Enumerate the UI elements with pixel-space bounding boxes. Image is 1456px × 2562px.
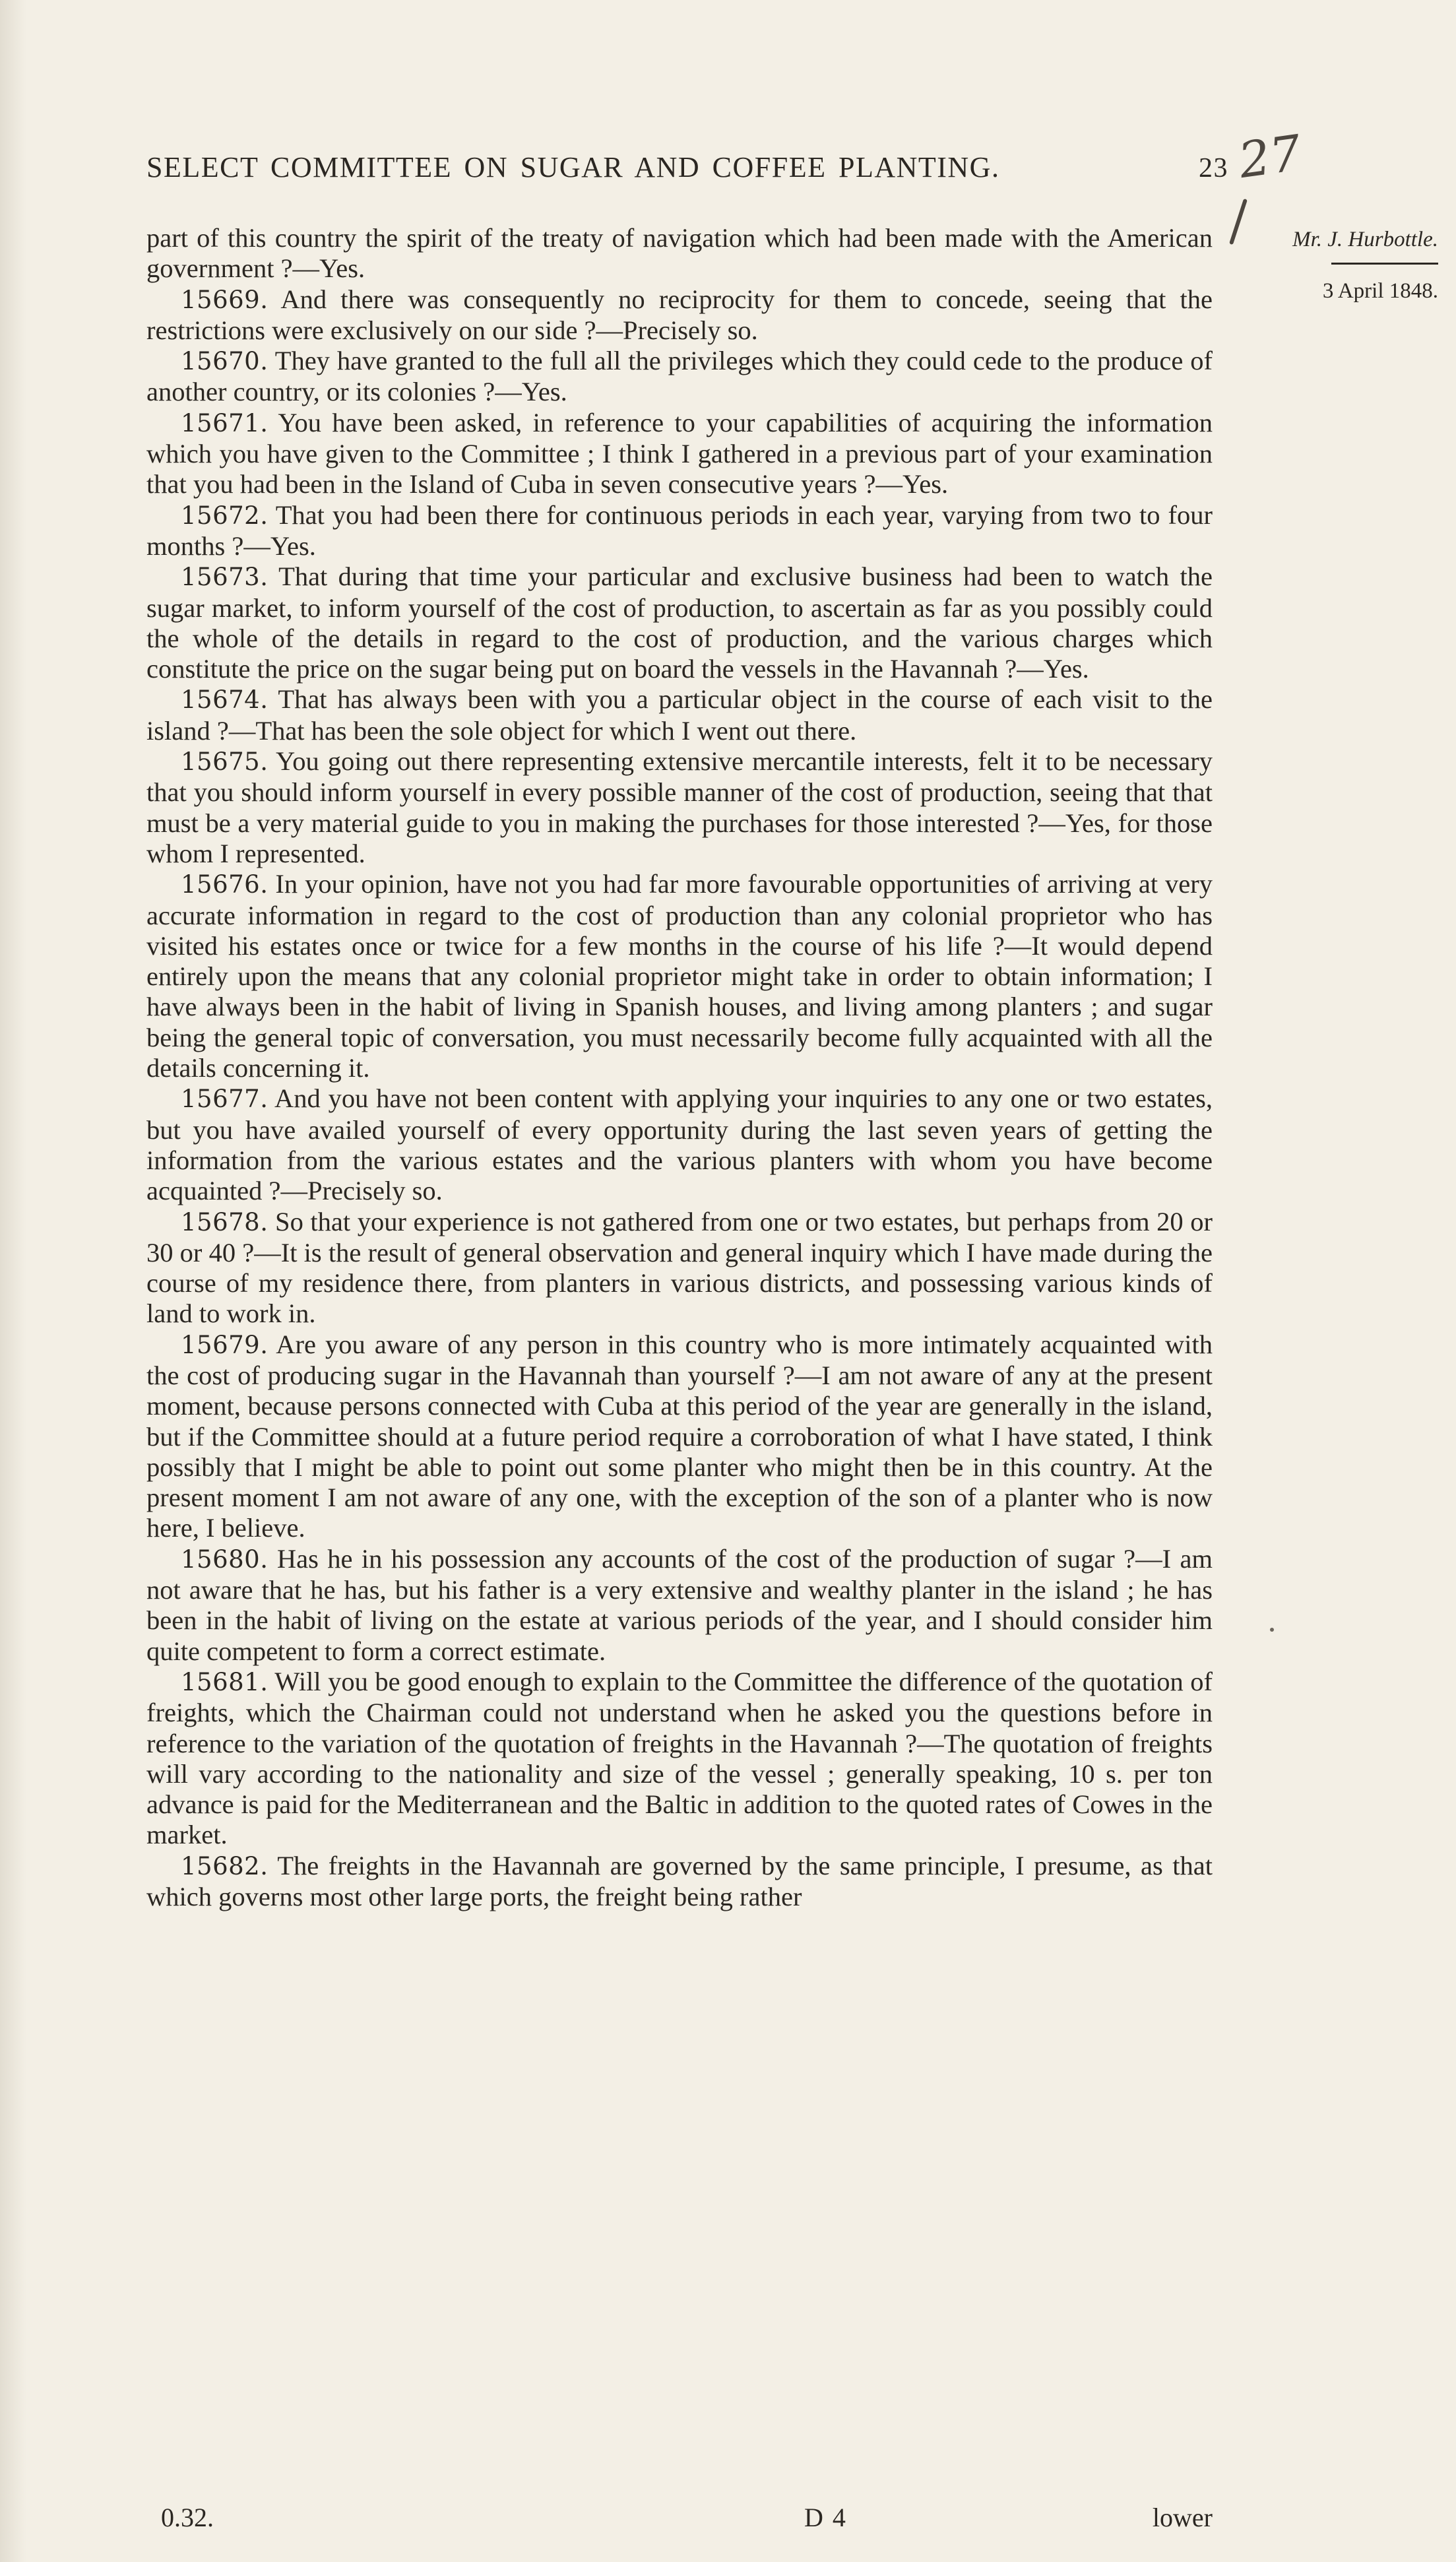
catchword: lower <box>1152 2503 1213 2532</box>
paragraph <box>146 684 1213 746</box>
sessional-number: 0.32. <box>161 2503 214 2532</box>
paragraph-text: Will you be good enough to explain to the Committee the difference of the quotation of freights, which the Chairman could not understand when he asked you the questions before in reference to the variation of the quotation of freights in the Havannah ?—The quotation of freights will vary according to the nationality and size of the vessel ; generally speaking, 10 s. per ton advance is paid for the Mediterranean and the Baltic in addition to the quoted rates of Cowes in the market. <box>146 1666 1213 1850</box>
handwritten-folio-number: 27 <box>1235 124 1305 190</box>
paragraph <box>146 223 1213 284</box>
paragraph-text: Has he in his possession any accounts of the cost of the production of sugar ?—I am not aware that he has, but his father is a very extensive and wealthy planter in the island ; he has been in the habit of living on the estate at various periods of the year, and I should consider him quite competent to form a correct estimate. <box>146 1543 1213 1666</box>
page-title: SELECT COMMITTEE ON SUGAR AND COFFEE PLANTING. <box>146 151 1000 183</box>
page-number: 23 <box>1199 153 1228 183</box>
paragraph <box>146 500 1213 562</box>
paragraph-text: That you had been there for continuous periods in each year, varying from two to four months ?—Yes. <box>146 499 1213 561</box>
question-number: 15673. <box>181 563 269 592</box>
page-edge-shadow <box>0 0 26 2562</box>
running-header <box>146 150 1228 184</box>
paragraph-text: The freights in the Havannah are governed by the same principle, I presume, as that which governs most other large ports, the freight being rather <box>146 1850 1213 1912</box>
paragraph-text: And you have not been content with applying your inquiries to any one or two estates, but you have availed yourself of every opportunity during the last seven years of getting the information from the various estates and the various planters with whom you have become acquainted ?—Precisely so. <box>146 1083 1213 1206</box>
page-footer <box>161 2502 1213 2533</box>
paragraph <box>146 746 1213 869</box>
question-number: 15677. <box>181 1085 269 1114</box>
question-number: 15681. <box>181 1667 269 1696</box>
question-number: 15671. <box>181 408 269 437</box>
question-number: 15680. <box>181 1545 269 1574</box>
question-number: 15670. <box>181 347 269 376</box>
testimony-body <box>146 223 1213 1912</box>
paragraph-text: That during that time your particular and exclusive business had been to watch the sugar market, to inform yourself of the cost of production, to ascertain as far as you possibly could the whole of the details in regard to the cost of production, and the various charges which constitute the price on the sugar being put on board the vessels in the Havannah ?—Yes. <box>146 561 1213 684</box>
paragraph-text: You have been asked, in reference to your capabilities of acquiring the information which you have given to the Committee ; I think I gathered in a previous part of your examination that you had been in the Island of Cuba in seven consecutive years ?—Yes. <box>146 407 1213 499</box>
paragraph <box>146 1329 1213 1544</box>
paragraph-text: You going out there representing extensive mercantile interests, felt it to be necessary that you should inform yourself in every possible manner of the cost of production, seeing that that must be a very material guide to you in making the purchases for those interested ?—Yes, for those whom I represented. <box>146 746 1213 868</box>
margin-note <box>1240 228 1438 304</box>
paragraph-text: That has always been with you a particular object in the course of each visit to the island ?—That has been the sole object for which I went out there. <box>146 684 1213 746</box>
ink-speck <box>1270 1628 1274 1632</box>
paragraph-text: They have granted to the full all the privileges which they could cede to the produce of another country, or its colonies ?—Yes. <box>146 346 1213 407</box>
signature-mark: D 4 <box>804 2503 847 2532</box>
paragraph <box>146 1083 1213 1206</box>
question-number: 15679. <box>181 1330 269 1359</box>
paragraph <box>146 1544 1213 1667</box>
paragraph <box>146 1207 1213 1329</box>
question-number: 15675. <box>181 748 269 777</box>
paragraph <box>146 1851 1213 1913</box>
paragraph <box>146 284 1213 346</box>
paragraph <box>146 1667 1213 1851</box>
session-date: 3 April 1848. <box>1322 279 1438 303</box>
paragraph-text: In your opinion, have not you had far more favourable opportunities of arriving at very accurate information in regard to the cost of production than any colonial proprietor who has visited his estates once or twice for a few months in the course of his life ?—It would depend entirely upon the means that any colonial proprietor might take in order to obtain information; I have always been in the habit of living in Spanish houses, and living among planters ; and sugar being the general topic of conversation, you must necessarily become fully acquainted with all the details concerning it. <box>146 869 1213 1083</box>
question-number: 15676. <box>181 870 269 899</box>
question-number: 15674. <box>181 686 269 715</box>
paragraph-text: And there was consequently no reciprocity for them to concede, seeing that the restrictions were exclusively on our side ?—Precisely so. <box>146 284 1213 345</box>
paragraph <box>146 408 1213 500</box>
question-number: 15678. <box>181 1207 269 1236</box>
question-number: 15669. <box>181 285 269 314</box>
question-number: 15682. <box>181 1851 269 1880</box>
paragraph <box>146 561 1213 684</box>
paragraph <box>146 869 1213 1083</box>
witness-name: Mr. J. Hurbottle. <box>1292 228 1438 251</box>
question-number: 15672. <box>181 501 269 530</box>
paragraph-text: part of this country the spirit of the treaty of navigation which had been made with the American government ?—Yes. <box>146 223 1213 284</box>
paragraph <box>146 346 1213 408</box>
paragraph-text: Are you aware of any person in this country who is more intimately acquainted with the cost of producing sugar in the Havannah than yourself ?—I am not aware of any at the present moment, because persons connected with Cuba at this period of the year are generally in the island, but if the Committee should at a future period require a corroboration of what I have stated, I think possibly that I might be able to point out some planter who might then be in this country. At the present moment I am not aware of any one, with the exception of the son of a planter who is now here, I believe. <box>146 1329 1213 1543</box>
margin-rule <box>1331 263 1438 265</box>
paragraph-text: So that your experience is not gathered from one or two estates, but perhaps from 20 or 30 or 40 ?—It is the result of general observation and general inquiry which I have made during the course of my residence there, from planters in various districts, and possessing various kinds of land to work in. <box>146 1206 1213 1329</box>
